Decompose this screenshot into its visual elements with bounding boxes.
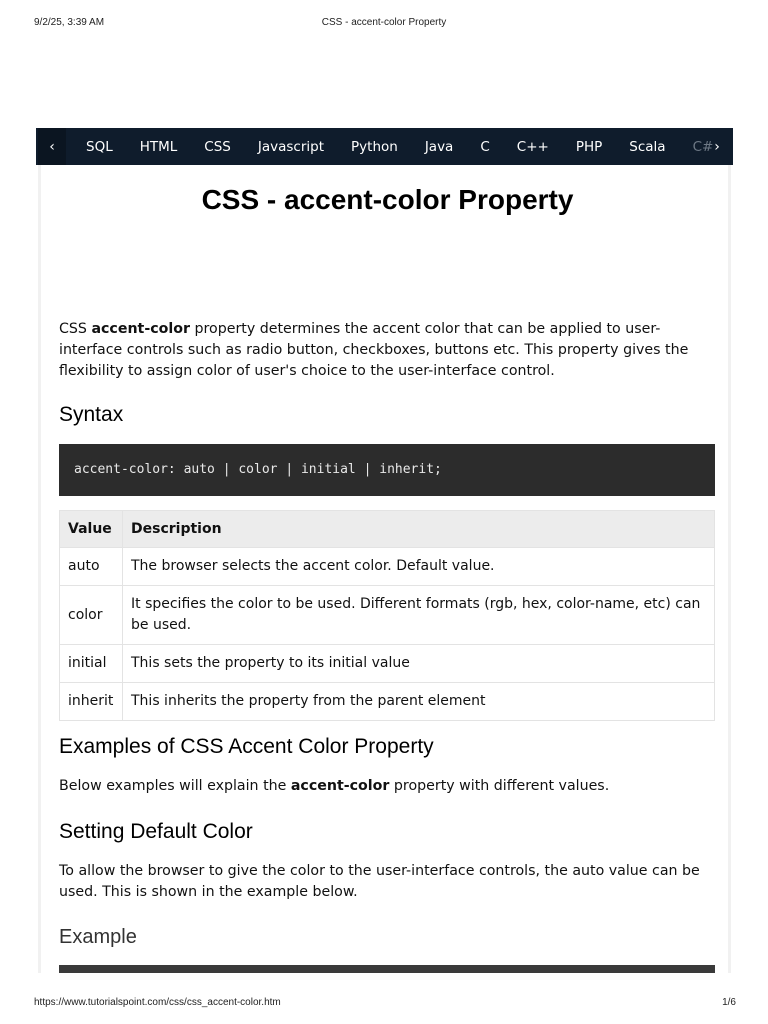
nav-item-c[interactable]: C <box>480 138 490 155</box>
examples-intro-prefix: Below examples will explain the <box>59 778 291 794</box>
table-header-description: Description <box>123 511 715 548</box>
nav-item-css[interactable]: CSS <box>204 138 231 155</box>
nav-item-scala[interactable]: Scala <box>629 138 666 155</box>
print-footer <box>0 993 768 1013</box>
default-color-heading: Setting Default Color <box>59 820 253 843</box>
nav-item-php[interactable]: PHP <box>575 138 603 155</box>
table-cell-description: This sets the property to its initial value <box>123 645 715 683</box>
examples-intro-keyword: accent-color <box>290 778 390 794</box>
print-header <box>0 0 768 40</box>
table-cell-value: color <box>60 586 123 645</box>
syntax-heading: Syntax <box>59 403 124 426</box>
table-row <box>60 683 715 721</box>
print-page-number: 1/6 <box>722 997 736 1008</box>
examples-intro-paragraph <box>59 776 715 797</box>
table-cell-value: initial <box>60 645 123 683</box>
nav-item-sql[interactable]: SQL <box>86 138 113 155</box>
examples-heading: Examples of CSS Accent Color Property <box>59 735 434 758</box>
table-header-value: Value <box>60 511 123 548</box>
table-cell-value: auto <box>60 548 123 586</box>
nav-item-html[interactable]: HTML <box>139 138 178 155</box>
chevron-right-icon[interactable]: › <box>714 138 720 155</box>
nav-item-java[interactable]: Java <box>424 138 454 155</box>
table-row <box>60 586 715 645</box>
topic-navbar <box>36 128 733 165</box>
chevron-left-icon[interactable]: ‹ <box>38 128 66 165</box>
nav-item-javascript[interactable]: Javascript <box>257 138 325 155</box>
nav-items <box>86 128 713 165</box>
page-title: CSS - accent-color Property <box>201 184 574 215</box>
article-content <box>38 165 731 973</box>
print-url: https://www.tutorialspoint.com/css/css_accent-color.htm <box>34 997 281 1008</box>
example-code-block[interactable] <box>59 965 715 973</box>
nav-item-csharp[interactable]: C# <box>692 138 714 155</box>
default-color-paragraph: To allow the browser to give the color to the user-interface controls, the auto value can be used. This is shown in the example below. <box>59 863 700 900</box>
table-header-row <box>60 511 715 548</box>
values-table <box>59 510 715 721</box>
intro-keyword: accent-color <box>91 321 190 337</box>
syntax-code-block[interactable]: accent-color: auto | color | initial | inherit; <box>59 444 715 496</box>
print-datetime: 9/2/25, 3:39 AM <box>34 17 105 28</box>
table-cell-value: inherit <box>60 683 123 721</box>
intro-prefix: CSS <box>59 321 92 337</box>
table-cell-description: It specifies the color to be used. Different formats (rgb, hex, color-name, etc) can be used. <box>123 586 715 645</box>
table-cell-description: This inherits the property from the parent element <box>123 683 715 721</box>
intro-paragraph <box>59 319 715 382</box>
table-row <box>60 645 715 683</box>
nav-item-python[interactable]: Python <box>351 138 398 155</box>
table-cell-description: The browser selects the accent color. Default value. <box>123 548 715 586</box>
examples-intro-suffix: property with different values. <box>389 778 610 794</box>
table-row <box>60 548 715 586</box>
example-label: Example <box>59 926 137 948</box>
print-document-title: CSS - accent-color Property <box>321 17 447 28</box>
intro-suffix: property determines the accent color that can be applied to user-interface controls such as radio button, checkboxes, buttons etc. This property gives the flexibility to assign color of user's choice to the user-interface control. <box>59 321 689 379</box>
nav-item-cpp[interactable]: C++ <box>516 138 549 155</box>
